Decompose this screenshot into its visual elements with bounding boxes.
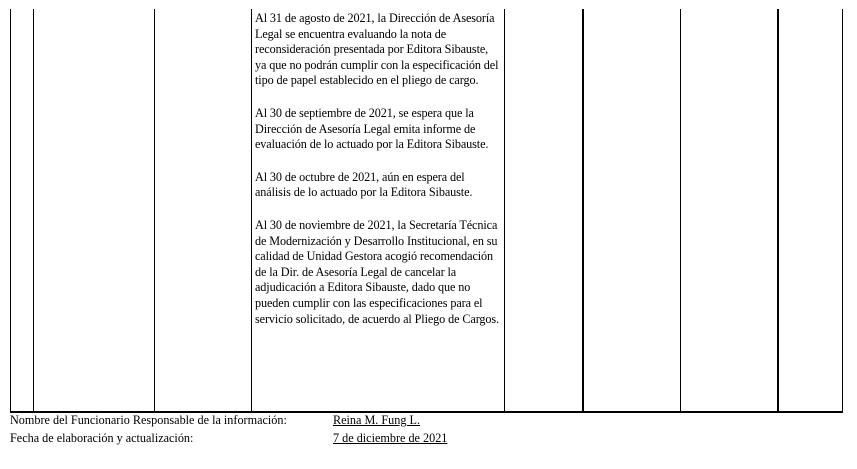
table-cell-col5 — [505, 9, 583, 412]
responsible-label: Nombre del Funcionario Responsable de la información: — [10, 413, 287, 427]
table-cell-col7 — [681, 9, 778, 412]
table-row — [11, 9, 843, 412]
status-paragraph-september: Al 30 de septiembre de 2021, se espera que la Dirección de Asesoría Legal emita informe de evaluación de lo actuado por la Editora Sibauste. — [255, 105, 489, 152]
table-cell-col1 — [11, 9, 34, 412]
date-value: 7 de diciembre de 2021 — [333, 431, 448, 445]
status-paragraph-november: Al 30 de noviembre de 2021, la Secretaría Técnica de Modernización y Desarrollo Institucional, en su calidad de Unidad Gestora acogió recomendación de la Dir. de Asesoría Legal de cancelar la adjudicación a Editora Sibauste, dado que no pueden cumplir con las especificaciones para el servicio solicitado, de acuerdo al Pliego de Cargos. — [255, 217, 500, 326]
table-cell-col3 — [155, 9, 252, 412]
status-paragraph-october: Al 30 de octubre de 2021, aún en espera del análisis de lo actuado por la Editora Sibauste. — [255, 169, 473, 200]
status-description-cell — [252, 9, 505, 412]
status-paragraph-august: Al 31 de agosto de 2021, la Dirección de Asesoría Legal se encuentra evaluando la nota de reconsideración presentada por Editora Sibauste, ya que no podrán cumplir con la especificación del tipo de papel establecido en el pliego de cargo. — [255, 11, 499, 88]
responsible-name: Reina M. Fung L. — [333, 413, 421, 427]
date-label: Fecha de elaboración y actualización: — [10, 431, 194, 445]
report-table — [10, 9, 843, 413]
table-cell-col6 — [583, 9, 681, 412]
table-cell-col8 — [778, 9, 843, 412]
table-cell-col2 — [34, 9, 155, 412]
